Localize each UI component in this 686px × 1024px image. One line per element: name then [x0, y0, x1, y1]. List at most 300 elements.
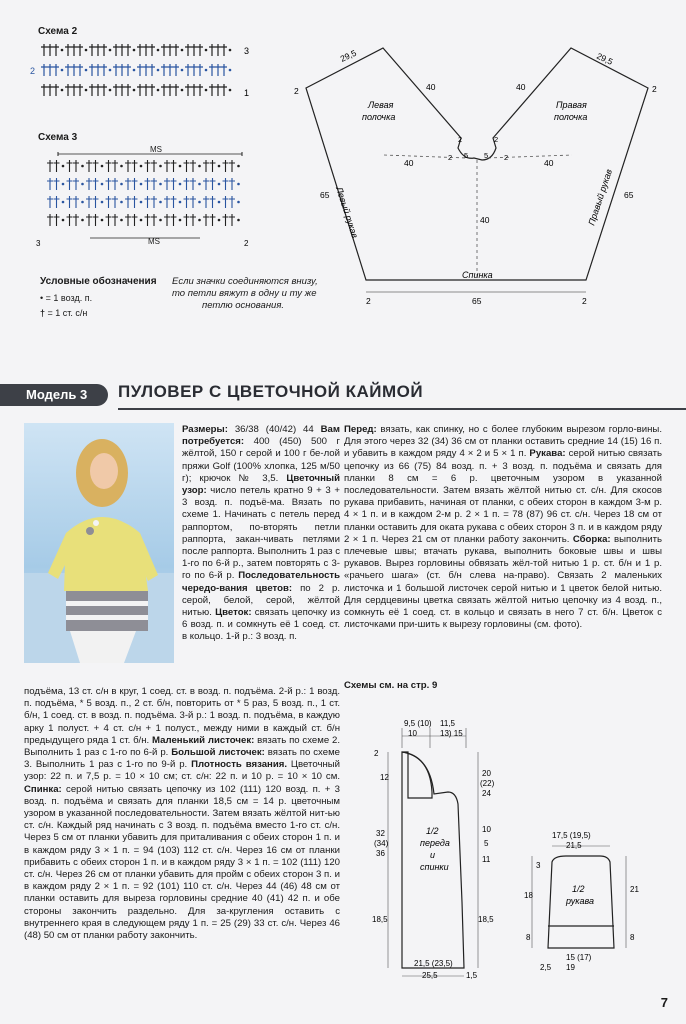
ms-label-top: MS	[150, 145, 162, 154]
chain-symbol	[179, 201, 182, 204]
stitch-symbol	[93, 160, 99, 172]
chain-symbol	[229, 69, 232, 72]
stitch-symbol	[197, 44, 203, 56]
chain-symbol	[81, 219, 84, 222]
stitch-symbol	[73, 196, 79, 208]
dim-2-right-top: 2	[652, 84, 657, 94]
scheme3-chart	[30, 142, 270, 252]
stitch-symbol	[112, 160, 118, 172]
woman-photo-icon	[24, 423, 174, 663]
stitch-symbol	[151, 178, 157, 190]
stitch-symbol	[119, 84, 125, 96]
stitch-symbol	[86, 214, 92, 226]
stitch-symbol	[71, 64, 77, 76]
legend-item-dc	[40, 308, 87, 318]
stitch-symbol	[125, 44, 131, 56]
stitch-symbol	[125, 196, 131, 208]
chain-symbol	[218, 165, 221, 168]
row-num-2b: 2	[244, 239, 249, 248]
front-back-label-4: спинки	[420, 862, 449, 872]
assembly-value: выполнить плечевые швы; втачать рукава, выполнить боковые швы и швы рукавов. Вырез горловины обвязать жёл-той нитью 1 р. ст. б/н и 1 р. «рачьего шага» (ст. б/н слева на-право). Связать 2 маленьких листочка и 1 большой листочек серой нитью и 1 цветок белой нитью. Для сердцевины цветка связать жёлтой нитью цепочку из 4 возд. п., сомкнуть её 1 соед. ст. в кольцо и связать в него 7 ст. б/н. Цветок с листочками при-шить к вырезу горловины (см. фото).	[344, 533, 663, 631]
stitch-symbol	[221, 44, 227, 56]
stitch-symbol	[210, 160, 216, 172]
stitch-symbol	[125, 160, 131, 172]
stitch-symbol	[229, 196, 235, 208]
stitch-symbol	[185, 64, 191, 76]
stitch-symbol	[89, 84, 95, 96]
chain-symbol	[109, 89, 112, 92]
back-label-text: Спинка:	[24, 783, 62, 795]
chain-symbol	[140, 183, 143, 186]
stitch-symbol	[125, 214, 131, 226]
chain-symbol	[62, 201, 65, 204]
chain-symbol	[179, 183, 182, 186]
stitch-symbol	[112, 196, 118, 208]
stitch-symbol	[93, 214, 99, 226]
stitch-symbol	[95, 44, 101, 56]
stitch-symbol	[149, 84, 155, 96]
chain-symbol	[218, 201, 221, 204]
stitch-symbol	[54, 214, 60, 226]
ms-label-bottom: MS	[148, 237, 160, 246]
stitch-symbol	[132, 196, 138, 208]
stitch-symbol	[171, 178, 177, 190]
dim-5-neck-left: 5	[464, 151, 469, 160]
stitch-symbol	[73, 160, 79, 172]
stitch-symbol	[125, 178, 131, 190]
chain-symbol	[120, 201, 123, 204]
stitch-symbol	[173, 44, 179, 56]
dim-19: 19	[566, 963, 575, 972]
stitch-symbol	[210, 178, 216, 190]
dim-18-sleeve: 18	[524, 891, 533, 900]
chain-symbol	[179, 165, 182, 168]
stitch-symbol	[93, 178, 99, 190]
stitch-symbol	[71, 44, 77, 56]
stitch-symbol	[112, 178, 118, 190]
stitch-symbol	[190, 160, 196, 172]
sequence-label: Последовательность чередо-вания цветов:	[182, 570, 341, 594]
materials-text	[182, 424, 340, 644]
stitch-symbol	[145, 178, 151, 190]
stitch-symbol	[203, 178, 209, 190]
stitch-symbol	[41, 64, 47, 76]
dim-65-right: 65	[624, 190, 634, 200]
dim-40-right-mid: 40	[544, 158, 554, 168]
stitch-symbol	[185, 84, 191, 96]
sleeve-value: серой нитью связать цепочку из 66 (75) 84 возд. п. + 3 возд. п. подъёма и связать для планки 8 см = 6 р. цветочным узором в указанной последовательности. Затем вязать жёлтой нитью ст. с/н. Для скосов рукава прибавить, начиная от планки, с обеих сторон в каждом 3-м р. 4 × 1 п. и в каждом 2-м р. 2 × 1 п. = 78 (87) 96 ст. с/н. Через 18 см от планки оставить для оката рукава с обеих сторон 3 п. и в каждом ряду 2 × 1 п. Через 21 см от планки работу закончить.	[344, 448, 662, 545]
stitch-symbol	[185, 44, 191, 56]
stitch-symbol	[41, 84, 47, 96]
stitch-symbol	[71, 84, 77, 96]
stitch-symbol	[221, 84, 227, 96]
sizes-value: 36/38 (40/42) 44	[227, 424, 314, 435]
stitch-symbol	[164, 214, 170, 226]
stitch-symbol	[73, 214, 79, 226]
dim-29-5-right: 29,5	[595, 50, 615, 67]
stitch-symbol	[145, 214, 151, 226]
stitch-symbol	[53, 84, 59, 96]
dim-40-center: 40	[480, 215, 490, 225]
stitch-symbol	[197, 64, 203, 76]
dim-3-sleeve: 3	[536, 861, 541, 870]
chain-symbol	[61, 69, 64, 72]
stitch-symbol	[132, 160, 138, 172]
stitch-symbol	[67, 160, 73, 172]
model-number: Модель 3	[0, 384, 108, 406]
stitch-symbol	[223, 196, 229, 208]
right-sleeve-label: Правый рукав	[586, 167, 614, 227]
chain-symbol	[62, 183, 65, 186]
row-num-2: 2	[30, 66, 36, 76]
legend-title: Условные обозначения	[40, 276, 157, 287]
stitch-symbol	[151, 160, 157, 172]
model-banner	[0, 378, 686, 412]
stitch-symbol	[67, 214, 73, 226]
chain-symbol	[159, 183, 162, 186]
chain-symbol	[81, 201, 84, 204]
stitch-symbol	[89, 64, 95, 76]
dim-2: 2	[374, 749, 379, 758]
dim-11: 11	[482, 855, 491, 864]
chain-symbol	[101, 219, 104, 222]
dim-1-5: 1,5	[466, 971, 478, 980]
stitch-symbol	[119, 44, 125, 56]
stitch-symbol	[161, 44, 167, 56]
front-back-label-2: переда	[420, 838, 450, 848]
flower-label: Цветок:	[215, 607, 252, 619]
stitch-symbol	[106, 160, 112, 172]
stitch-symbol	[164, 196, 170, 208]
need-value: 400 (450) 500 г жёлтой, 150 г серой и 100 г бе-лой пряжи Golf (100% хлопка, 125 м/50 г); крючок № 3,5.	[182, 436, 340, 484]
stitch-symbol	[203, 160, 209, 172]
stitch-symbol	[149, 44, 155, 56]
left-front-label-1: Левая	[368, 100, 394, 110]
stitch-symbol	[229, 160, 235, 172]
chain-symbol	[133, 89, 136, 92]
chain-icon: •	[40, 293, 44, 303]
chain-symbol	[133, 69, 136, 72]
chain-symbol	[62, 165, 65, 168]
stitch-symbol	[171, 160, 177, 172]
dim-21-5: 21,5 (23,5)	[414, 959, 453, 968]
stitch-symbol	[47, 178, 53, 190]
scheme2-chart	[30, 38, 270, 102]
stitch-symbol	[86, 178, 92, 190]
dim-25-5: 25,5	[422, 971, 438, 980]
dim-8-right: 8	[630, 933, 635, 942]
instructions-left	[24, 686, 340, 942]
stitch-symbol	[137, 64, 143, 76]
dim-65-bottom: 65	[472, 296, 482, 306]
stitch-symbol	[164, 160, 170, 172]
dim-2-neck-left: 2	[458, 135, 463, 144]
stitch-symbol	[73, 178, 79, 190]
chain-symbol	[157, 89, 160, 92]
stitch-symbol	[197, 84, 203, 96]
chain-symbol	[181, 49, 184, 52]
chain-symbol	[62, 219, 65, 222]
stitch-symbol	[190, 196, 196, 208]
chain-symbol	[85, 89, 88, 92]
stitch-symbol	[54, 160, 60, 172]
dim-12: 12	[380, 773, 389, 782]
chain-symbol	[109, 69, 112, 72]
stitch-symbol	[106, 196, 112, 208]
stitch-symbol	[167, 44, 173, 56]
sequence-value: по 2 р. серой, белой, серой, жёлтой нитью.	[182, 582, 340, 619]
big-leaf-value: вязать по схеме 3. Выполнить 1 раз с 1-го по 9-й р.	[24, 747, 341, 771]
chain-symbol	[198, 219, 201, 222]
dim-65-left: 65	[320, 190, 330, 200]
chain-symbol	[120, 183, 123, 186]
chain-symbol	[218, 183, 221, 186]
stitch-symbol	[203, 214, 209, 226]
stitch-symbol	[95, 64, 101, 76]
left-front-label-2: полочка	[362, 112, 396, 122]
dim-17-5: 17,5 (19,5)	[552, 831, 591, 840]
banner-rule	[118, 408, 686, 410]
stitch-symbol	[47, 64, 53, 76]
front-label: Перед:	[344, 424, 377, 435]
chain-symbol	[159, 165, 162, 168]
chain-symbol	[237, 183, 240, 186]
dim-15-17: 15 (17)	[566, 953, 592, 962]
stitch-symbol	[145, 160, 151, 172]
dim-36: 36	[376, 849, 385, 858]
stitch-symbol	[47, 196, 53, 208]
row-num-3b: 3	[36, 239, 41, 248]
chain-symbol	[205, 69, 208, 72]
legend-item2-label: = 1 ст. с/н	[47, 308, 88, 318]
chain-symbol	[205, 49, 208, 52]
stitch-symbol	[223, 178, 229, 190]
stitch-symbol	[101, 84, 107, 96]
scheme3-title: Схема 3	[38, 132, 78, 143]
dim-18-5-left: 18,5	[372, 915, 388, 924]
dim-10b: 10	[482, 825, 491, 834]
woman-photo	[24, 423, 174, 663]
stitch-symbol	[191, 44, 197, 56]
flower-value: связать цепочку из 6 возд. п. и сомкнуть её 1 соед. ст. в кольцо. 1-й р.: 3 возд. п.	[182, 607, 340, 643]
stitch-symbol	[161, 84, 167, 96]
stitch-symbol	[221, 64, 227, 76]
left-sleeve-label: Левый рукав	[334, 185, 361, 240]
stitch-symbol	[173, 84, 179, 96]
stitch-symbol	[190, 214, 196, 226]
chain-symbol	[81, 183, 84, 186]
chain-symbol	[133, 49, 136, 52]
dim-2-bottom-left: 2	[366, 296, 371, 306]
stitch-symbol	[229, 214, 235, 226]
stitch-symbol	[67, 178, 73, 190]
need-label: Вам потребуется:	[182, 424, 340, 448]
stitch-symbol	[132, 214, 138, 226]
dim-20: 20	[482, 769, 491, 778]
chain-symbol	[198, 183, 201, 186]
stitch-symbol	[215, 64, 221, 76]
stitch-symbol	[113, 84, 119, 96]
dim-21-5-sleeve: 21,5	[566, 841, 582, 850]
stitch-symbol	[137, 44, 143, 56]
dim-11-5: 11,5	[440, 719, 455, 728]
stitch-symbol	[47, 84, 53, 96]
stitch-symbol	[145, 196, 151, 208]
stitch-symbol	[65, 84, 71, 96]
front-back-label-1: 1/2	[426, 826, 439, 836]
chain-symbol	[179, 219, 182, 222]
chain-symbol	[237, 201, 240, 204]
dim-13-15: 13) 15	[440, 729, 463, 738]
stitch-symbol	[143, 64, 149, 76]
stitch-symbol	[113, 44, 119, 56]
chain-symbol	[198, 165, 201, 168]
legend-note-line3: петлю основания.	[202, 300, 285, 311]
assembly-label: Сборка:	[572, 533, 611, 545]
dim-40-right: 40	[516, 82, 526, 92]
stitch-symbol	[47, 44, 53, 56]
back-value: серой нитью связать цепочку из 102 (111) 120 возд. п. + 3 возд. п. подъёма и связать для планки 18,5 см = 14 р. цветочным узором в указанной последовательности. Затем вязать жёлтой нит-ью ст. с/н. Каждый ряд начинать с 3 возд. п. подъёма вместо 1-го ст. с/н. Через 5 см от планки убавить для приталивания с обеих сторон 1 п. и в каждом ряду 3 × 1 п. = 94 (103) 112 ст. с/н. Через 16 см от планки прибавить с обеих сторон 1 п. и в каждом ряду 3 × 1 п. = 102 (111) 120 ст. с/н. Через 26 см от планки убавить для пройм с обеих сторон 3 п. и в каждом ряду 2 × 1 п. = 92 (101) 110 ст. с/н. Через 44 (46) 48 см от планки оставить для выреза горловины средние 40 (41) 42 п. и обе стороны закончить раздельно. Для за-кругления оставить с внутреннего края в следующем ряду 1 п. = 25 (29) 33 ст. с/н. Через 46 (48) 50 см от планки работу закончить.	[24, 783, 340, 942]
dim-5: 5	[484, 839, 489, 848]
stitch-symbol	[143, 84, 149, 96]
stitch-symbol	[137, 84, 143, 96]
legend-note-line1: Если значки соединяются внизу,	[172, 276, 318, 287]
stitch-symbol	[77, 44, 83, 56]
dim-8-left: 8	[526, 933, 531, 942]
stitch-symbol	[132, 178, 138, 190]
dim-10: 10	[408, 729, 417, 738]
dim-5-neck-right: 5	[484, 151, 489, 160]
stitch-symbol	[184, 178, 190, 190]
stitch-symbol	[184, 160, 190, 172]
stitch-symbol	[143, 44, 149, 56]
chain-symbol	[101, 201, 104, 204]
row-num-3: 3	[244, 46, 250, 56]
stitch-symbol	[210, 214, 216, 226]
chain-symbol	[218, 219, 221, 222]
chain-symbol	[140, 219, 143, 222]
dim-2-neck-right: 2	[494, 135, 499, 144]
big-leaf-label: Большой листочек:	[171, 747, 265, 759]
dim-2-bottom-right: 2	[582, 296, 587, 306]
chain-symbol	[61, 49, 64, 52]
stitch-symbol	[215, 84, 221, 96]
stitch-symbol	[77, 64, 83, 76]
stitch-symbol	[171, 196, 177, 208]
dim-9-5: 9,5 (10)	[404, 719, 432, 728]
stitch-symbol	[215, 44, 221, 56]
flower-pattern-value: число петель кратно 9 + 3 + 3 возд. п. подъё-ма. Вязать по схеме 1. Начинать с петель перед раппортом, по-вторять петли раппорта, закан-чивать петлями после раппорта. Выполнить 1 раз с 1-го по 6-й р., затем повторять с 3-го по 6-й р.	[182, 485, 340, 582]
chain-symbol	[85, 69, 88, 72]
stitch-symbol	[190, 178, 196, 190]
small-leaf-label: Маленький листочек:	[152, 734, 255, 746]
chain-symbol	[109, 49, 112, 52]
small-leaf-value: вязать по схеме 2. Выполнить 1 раз с 1-го по 6-й р.	[24, 734, 341, 759]
stitch-symbol	[112, 214, 118, 226]
stitch-symbol	[106, 178, 112, 190]
dim-22: (22)	[480, 779, 495, 788]
page-number: 7	[660, 995, 668, 1010]
density-label: Плотность вязания.	[191, 759, 288, 771]
dim-40-left: 40	[426, 82, 436, 92]
dim-2-left-top: 2	[294, 86, 299, 96]
front-back-label-3: и	[430, 850, 436, 860]
stitch-symbol	[167, 84, 173, 96]
bottom-pattern-diagram	[344, 712, 674, 984]
chain-symbol	[85, 49, 88, 52]
chain-symbol	[159, 201, 162, 204]
density-value: Цветочный узор: 22 п. и 7,5 р. = 10 × 10 см; ст. с/н: 22 п. и 10 р. = 10 × 10 см.	[24, 759, 340, 783]
dim-34: (34)	[374, 839, 389, 848]
instructions-right	[344, 424, 662, 631]
chain-symbol	[157, 49, 160, 52]
right-front-label-2: полочка	[554, 112, 588, 122]
chain-symbol	[181, 69, 184, 72]
stitch-symbol	[210, 196, 216, 208]
chain-symbol	[101, 165, 104, 168]
dim-24: 24	[482, 789, 491, 798]
stitch-symbol	[171, 214, 177, 226]
stitch-symbol	[86, 196, 92, 208]
chain-symbol	[140, 165, 143, 168]
model-title: ПУЛОВЕР С ЦВЕТОЧНОЙ КАЙМОЙ	[118, 382, 424, 401]
stitch-symbol	[95, 84, 101, 96]
stitch-symbol	[77, 84, 83, 96]
dc-stitch-icon: †	[40, 308, 46, 318]
stitch-symbol	[209, 84, 215, 96]
chain-symbol	[237, 165, 240, 168]
chain-symbol	[237, 219, 240, 222]
sleeve-label: Рукава:	[529, 448, 566, 460]
stitch-symbol	[209, 44, 215, 56]
stitch-symbol	[151, 196, 157, 208]
chain-symbol	[229, 89, 232, 92]
chain-symbol	[181, 89, 184, 92]
stitch-symbol	[67, 196, 73, 208]
stitch-symbol	[113, 64, 119, 76]
sleeve-label-1: 1/2	[572, 884, 585, 894]
chain-symbol	[61, 89, 64, 92]
stitch-symbol	[184, 196, 190, 208]
stitch-symbol	[203, 196, 209, 208]
stitch-symbol	[101, 44, 107, 56]
legend-note-line2: то петли вяжут в одну и ту же	[172, 288, 317, 299]
stitch-symbol	[106, 214, 112, 226]
dim-2-neck-left2: 2	[448, 153, 453, 162]
stitch-symbol	[223, 160, 229, 172]
flower-pattern-label: Цветочный узор:	[182, 472, 340, 497]
dim-18-5-right: 18,5	[478, 915, 494, 924]
dim-2-neck-right2: 2	[504, 153, 509, 162]
stitch-symbol	[65, 44, 71, 56]
stitch-symbol	[54, 196, 60, 208]
see-schemes-note: Схемы см. на стр. 9	[344, 680, 438, 691]
stitch-symbol	[101, 64, 107, 76]
top-pattern-diagram	[286, 30, 678, 320]
dim-2-5: 2,5	[540, 963, 552, 972]
stitch-symbol	[47, 160, 53, 172]
chain-symbol	[159, 219, 162, 222]
legend-item-chain	[40, 293, 92, 303]
stitch-symbol	[209, 64, 215, 76]
stitch-symbol	[125, 84, 131, 96]
stitch-symbol	[229, 178, 235, 190]
stitch-symbol	[151, 214, 157, 226]
sizes-label: Размеры:	[182, 424, 228, 435]
chain-symbol	[120, 165, 123, 168]
legend-item1-label: = 1 возд. п.	[45, 293, 93, 303]
stitch-symbol	[191, 64, 197, 76]
